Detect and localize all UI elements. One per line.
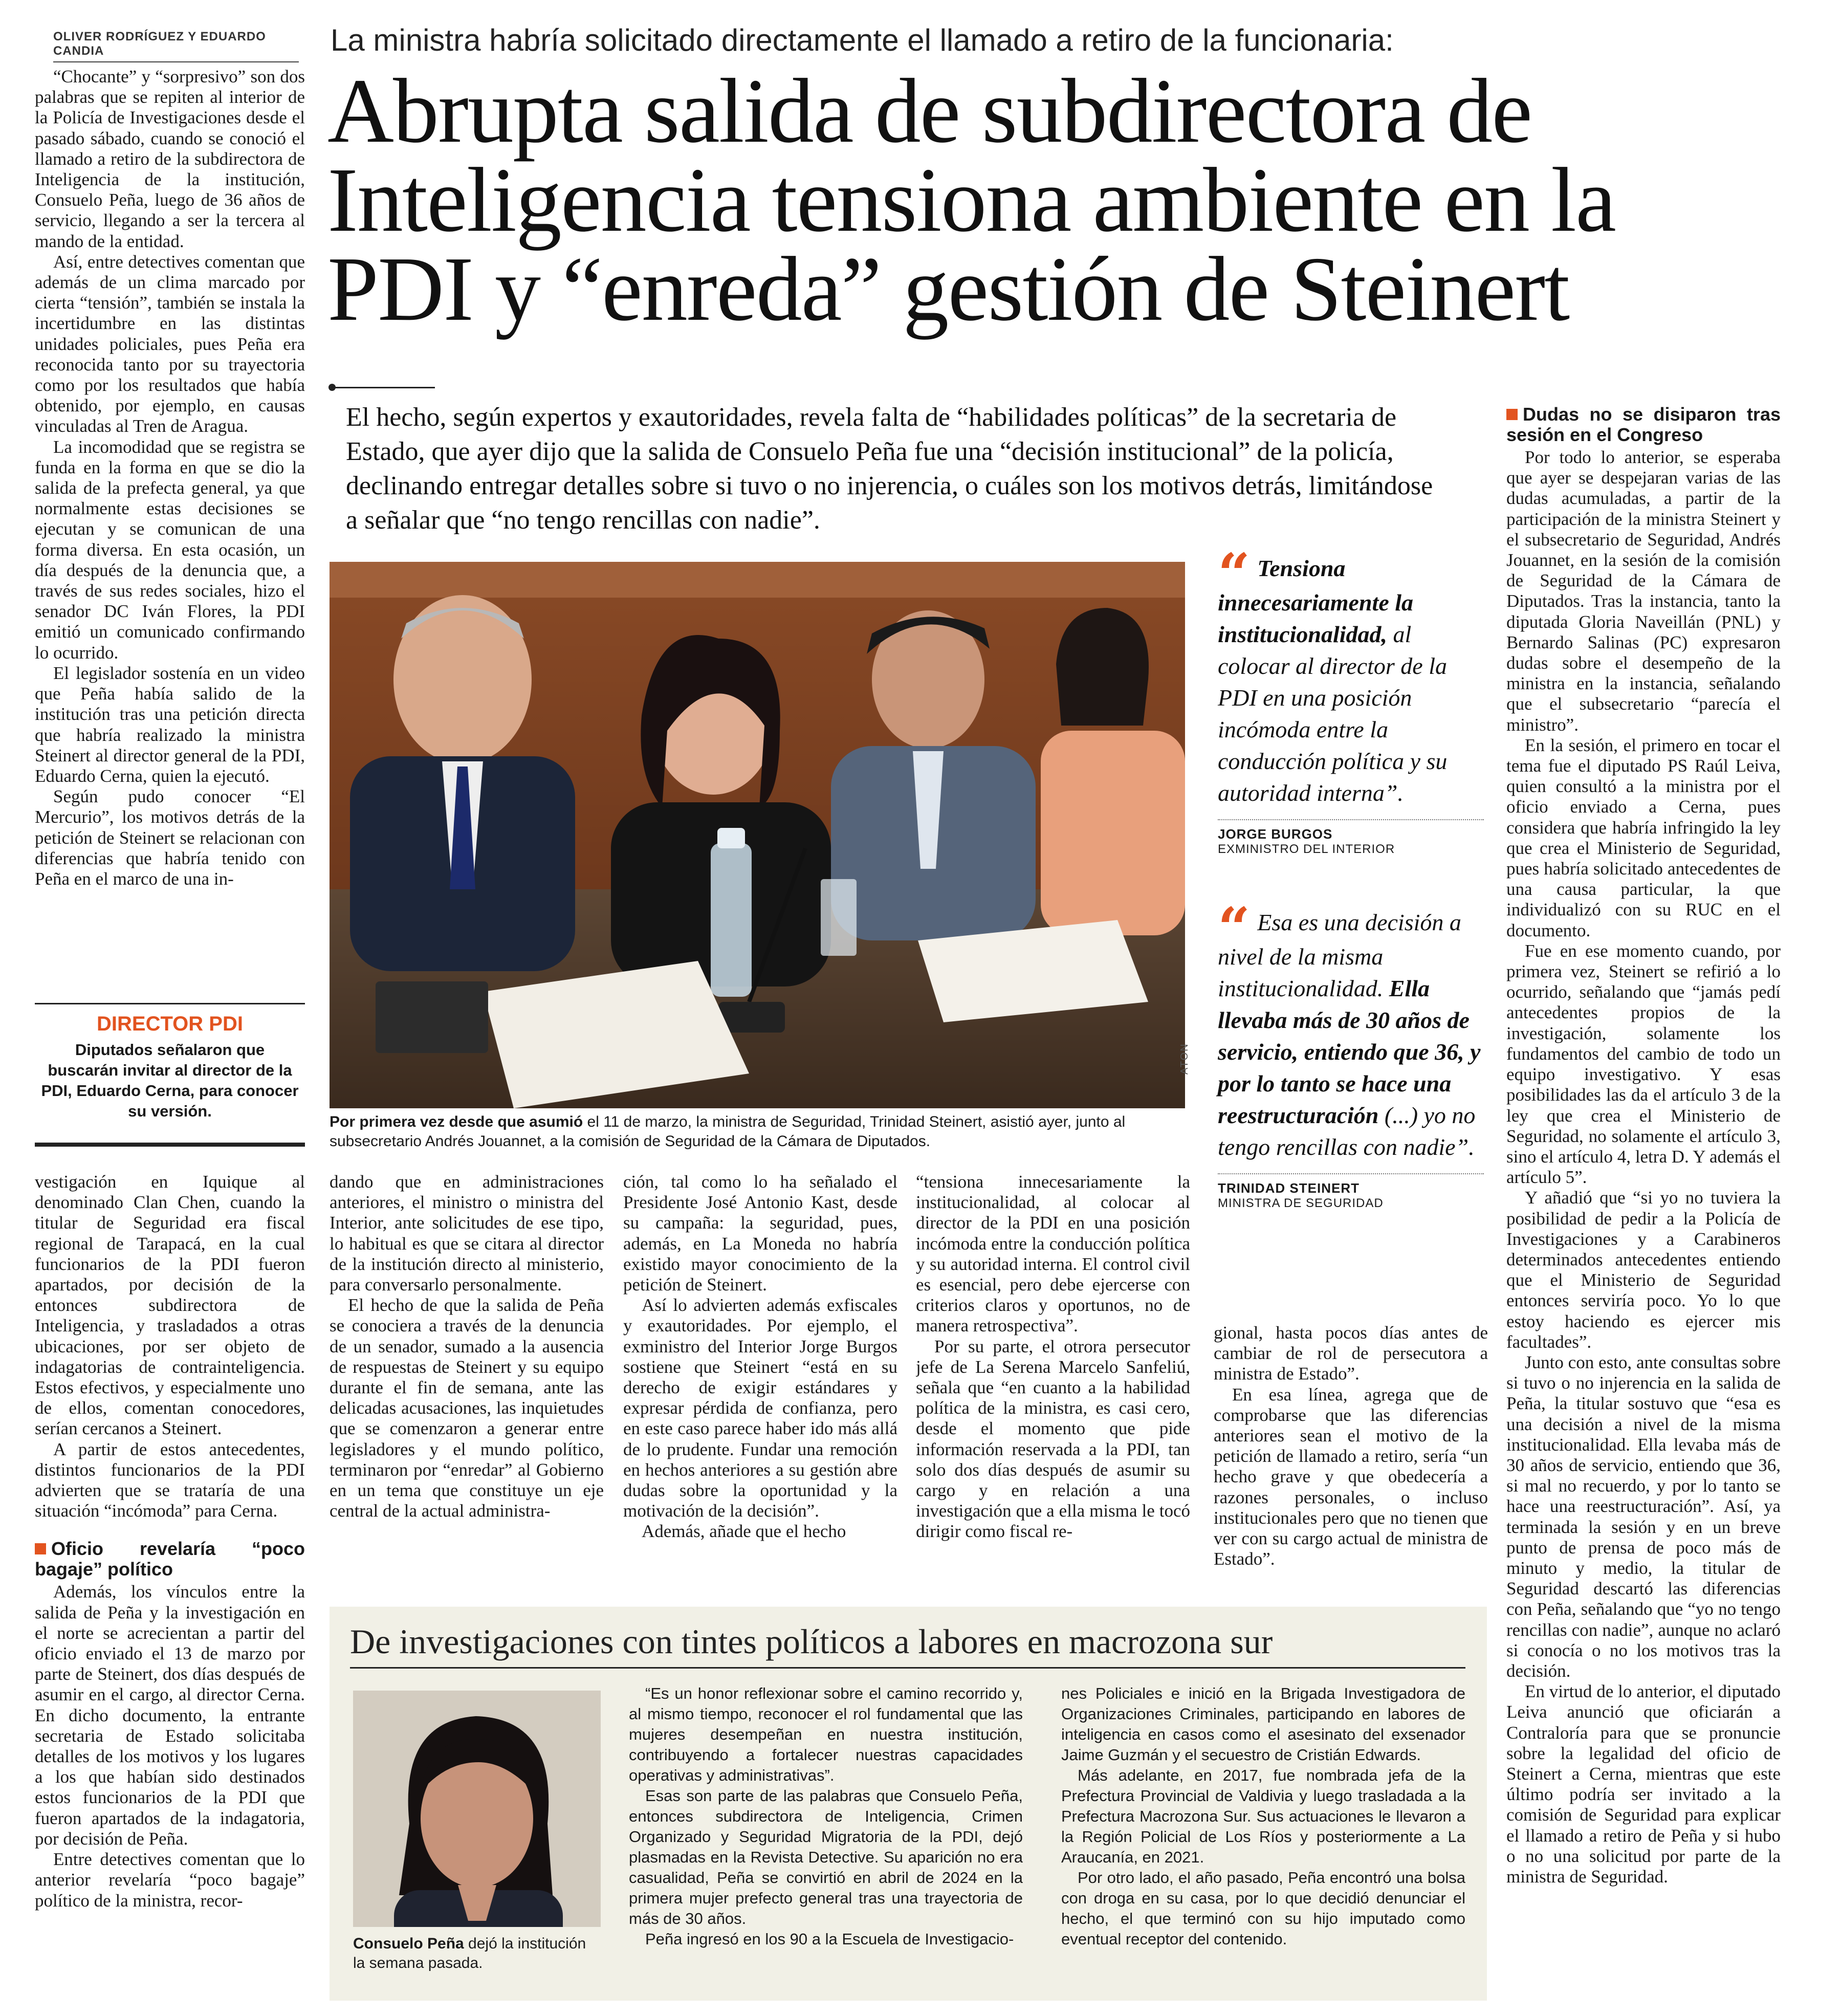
deck-dot: [328, 384, 336, 391]
paragraph: El legislador sostenía en un video que Peña había salido de la institución tras una petición directa que habría realizado la ministra Steinert al director general de la PDI, Eduardo Cerna, quien la ejecutó.: [35, 663, 305, 786]
profile-box-title: De investigaciones con tintes políticos a labores en macrozona sur: [350, 1622, 1273, 1661]
quote-text: “ Tensiona innecesariamente la institucionalidad, al colocar al director de la PDI en una posición incómoda entre la conducción política y su autoridad interna”.: [1218, 541, 1448, 806]
paragraph: dando que en administraciones anteriores, el ministro o ministra del Interior, ante solicitudes de ese tipo, lo habitual es que se citara al director de la institución directo al ministerio, para conversarlo personalmente.: [330, 1172, 604, 1295]
column-4: [916, 1172, 1190, 1599]
sidebar-text: Diputados señalaron que buscarán invitar al director de la PDI, Eduardo Cerna, para conocer su versión.: [41, 1041, 299, 1120]
subhead-dudas: Dudas no se disiparon tras sesión en el Congreso: [1506, 404, 1781, 445]
column-2: [330, 1172, 604, 1599]
subhead-oficio: Oficio revelaría “poco bagaje” político: [35, 1538, 305, 1580]
paragraph: nes Policiales e inició en la Brigada Investigadora de Organizaciones Criminales, participando en labores de inteligencia en casos como el asesinato del exsenador Jaime Guzmán y el secuestro de Cristián Edwards.: [1061, 1684, 1465, 1764]
headline: Abrupta salida de subdirectora de Inteligencia tensiona ambiente en la PDI y “enreda” gestión de Steinert: [327, 60, 1615, 340]
column-1-bottom: [35, 1172, 305, 2001]
quote-role: EXMINISTRO DEL INTERIOR: [1218, 842, 1395, 856]
pena-portrait: [353, 1691, 601, 1927]
paragraph: Por todo lo anterior, se esperaba que ayer se despejaran varias de las dudas acumuladas, a partir de la participación de la ministra Steinert y el subsecretario de Seguridad, Andrés Jouannet, en la sesión de la comisión de Seguridad de la Cámara de Diputados. Tras la instancia, tanto la diputada Gloria Naveillán (PNL) y Bernardo Salinas (PC) expresaron dudas sobre el desempeño de la ministra en la instancia, señalando que el subsecretario “parecía el ministro”.: [1506, 447, 1781, 735]
column-3: [623, 1172, 897, 1599]
photo-credit: ATON: [1179, 1043, 1190, 1075]
quote-burgos: [1218, 541, 1484, 857]
paragraph: En la sesión, el primero en tocar el tema fue el diputado PS Raúl Leiva, quien consultó a la ministra por el oficio enviado a Cerna, pues considera que habría infringido la ley que crea el Ministerio de Seguridad, pues habría solicitado antecedentes de una causa particular, la que individualizó con su RUC en el documento.: [1506, 735, 1781, 940]
pena-photo: [353, 1691, 601, 1927]
paragraph: “Es un honor reflexionar sobre el camino recorrido y, al mismo tiempo, reconocer el rol fundamental que las mujeres desempeñan en nuestra institución, contribuyendo a fortalecer nuestras capacidades operativas y administrativas”.: [629, 1684, 1023, 1784]
paragraph: Por su parte, el otrora persecutor jefe de La Serena Marcelo Sanfeliú, señala que “en cuanto a la habilidad política de la ministra, es casi cero, desde el momento que pide información reservada a la PDI, tan solo dos días después de asumir su cargo y en relación a una investigación que a ella misma le tocó dirigir como fiscal re-: [916, 1336, 1190, 1542]
main-photo: [330, 562, 1185, 1108]
sidebar-title: DIRECTOR PDI: [97, 1013, 243, 1035]
paragraph: Fue en ese momento cuando, por primera vez, Steinert se refirió a lo ocurrido, señalando que “jamás pedí antecedentes propios de la investigación, solamente los fundamentos del cambio de todo un equipo investigativo. Y esas posibilidades las da el artículo 3 de la ley que crea el Ministerio de Seguridad, no solamente el artículo 3, sino el artículo 4, letra D. Y además el artículo 5”.: [1506, 940, 1781, 1188]
square-bullet-icon: [1506, 409, 1518, 420]
pena-photo-caption: Consuelo Peña dejó la institución la semana pasada.: [353, 1935, 586, 1971]
paragraph: Entre detectives comentan que lo anterior revelaría “poco bagaje” político de la ministra, recor-: [35, 1849, 305, 1911]
square-bullet-icon: [35, 1543, 46, 1554]
paragraph: Además, los vínculos entre la salida de Peña y la investigación en el norte se acrecientan a partir del oficio enviado el 13 de marzo por parte de Steinert, dos días después de asumir en el cargo, al director Cerna. En dicho documento, la entrante secretaria de Estado solicitaba detalles de los motivos y los lugares a los que habían sido destinados estos funcionarios de la PDI que fueron apartados de la indagatoria, por decisión de Peña.: [35, 1582, 305, 1849]
kicker: La ministra habría solicitado directamente el llamado a retiro de la funcionaria:: [331, 23, 1394, 57]
quote-attribution: [1218, 819, 1484, 857]
photo-illustration: [330, 562, 1185, 1108]
quote-text: “ Esa es una decisión a nivel de la misma institucionalidad. Ella llevaba más de 30 años de servicio, entiendo que 36, y por lo tanto se hace una reestructuración (...) yo no tengo rencillas con nadie”.: [1218, 895, 1481, 1160]
paragraph: Y añadió que “si yo no tuviera la posibilidad de pedir a la Policía de Investigaciones y a Carabineros determinados antecedentes entiendo que el Ministerio de Seguridad entonces serviría poco. Yo lo que estoy haciendo es ejercer mis facultades”.: [1506, 1188, 1781, 1352]
paragraph: Según pudo conocer “El Mercurio”, los motivos detrás de la petición de Steinert se relacionan con diferencias que habría tenido con Peña en el marco de una in-: [35, 786, 305, 889]
deck: El hecho, según expertos y exautoridades, revela falta de “habilidades políticas” de la secretaria de Estado, que ayer dijo que la salida de Consuelo Peña fue una “decisión institucional” de la policía, declinando entregar detalles sobre si tuvo o no injerencia, o cuáles son los motivos detrás, limitándose a señalar que “no tengo rencillas con nadie”.: [346, 403, 1433, 535]
byline: OLIVER RODRÍGUEZ Y EDUARDO CANDIA: [53, 30, 299, 62]
paragraph: Más adelante, en 2017, fue nombrada jefa de la Prefectura Provincial de Valdivia y luego trasladada a la Prefectura Macrozona Sur. Sus actuaciones le llevaron a la Región Policial de Los Ríos y posteriormente a La Araucanía, en 2021.: [1061, 1766, 1465, 1866]
column-right: [1506, 404, 1781, 2001]
paragraph: “Chocante” y “sorpresivo” son dos palabras que se repiten al interior de la Policía de Investigaciones desde el pasado sábado, cuando se conoció el llamado a retiro de la subdirectora de Inteligencia de la institución, Consuelo Peña, luego de 36 años de servicio, llegando a ser la tercera al mando de la entidad.: [35, 67, 305, 251]
paragraph: En virtud de lo anterior, el diputado Leiva anunció que oficiarán a Contraloría para que se pronuncie sobre la legalidad del oficio de Steinert a Cerna, mientras que este último podría ser invitado a la comisión de Seguridad para explicar el llamado a retiro de Peña y si hubo o no una solicitud por parte de la ministra de Seguridad.: [1506, 1681, 1781, 1887]
paragraph: gional, hasta pocos días antes de cambiar de rol de persecutora a ministra de Estado”.: [1214, 1323, 1488, 1384]
deck-rule: [333, 387, 435, 388]
paragraph: ción, tal como lo ha señalado el Presidente José Antonio Kast, desde su campaña: la seguridad, pues, además, en La Moneda no habría existido mayor conocimiento de la petición de Steinert.: [623, 1172, 897, 1295]
quote-steinert: [1218, 895, 1484, 1211]
photo-caption: Por primera vez desde que asumió el 11 de marzo, la ministra de Seguridad, Trinidad Steinert, asistió ayer, junto al subsecretario Andrés Jouannet, a la comisión de Seguridad de la Cámara de Diputados.: [330, 1113, 1126, 1150]
quote-attribution: [1218, 1173, 1484, 1211]
quote-author: TRINIDAD STEINERT: [1218, 1180, 1360, 1196]
paragraph: Peña ingresó en los 90 a la Escuela de Investigacio-: [645, 1930, 1014, 1948]
profile-col-1: [629, 1683, 1023, 1996]
quote-mark-icon: “: [1218, 895, 1251, 961]
paragraph: Esas son parte de las palabras que Consuelo Peña, entonces subdirectora de Inteligencia, Crimen Organizado y Seguridad Migratoria de la PDI, dejó plasmadas en la Revista Detective. Su aparición no era casualidad, Peña se convirtió en abril de 2024 en la primera mujer prefecto general tras una trayectoria de más de 30 años.: [629, 1787, 1023, 1927]
quote-role: MINISTRA DE SEGURIDAD: [1218, 1196, 1384, 1210]
paragraph: A partir de estos antecedentes, distintos funcionarios de la PDI advierten que se trataría de una situación “incómoda” para Cerna.: [35, 1439, 305, 1521]
paragraph: “tensiona innecesariamente la institucionalidad, al colocar al director de la PDI en una posición incómoda entre la conducción política y su autoridad interna. El control civil es esencial, pero debe ejercerse con criterios claros y oportunos, no de manera retrospectiva”.: [916, 1172, 1190, 1336]
column-1-top: [35, 67, 305, 977]
paragraph: Junto con esto, ante consultas sobre si tuvo o no injerencia en la salida de Peña, la titular sostuvo que “esa es una decisión a nivel de la misma institucionalidad. Ella levaba más de 30 años de servicio, entiendo que 36, si mal no recuerdo, y por lo tanto se hace una reestructuración”. Así, ya terminada la sesión y en un breve punto de prensa de poco más de minuto y medio, la titular de Seguridad descartó las diferencias con Peña, señalando que “yo no tengo rencillas con nadie”, aunque no aclaró si conocía o no los motivos tras la decisión.: [1506, 1352, 1781, 1681]
column-5-bottom: [1214, 1323, 1488, 1599]
paragraph: En esa línea, agrega que de comprobarse que las diferencias anteriores sean el motivo de la petición de llamado a retiro, sería “un hecho grave y que obedecería a razones personales, o incluso institucionales pero que no tienen que ver con su cargo actual de ministra de Estado”.: [1214, 1384, 1488, 1569]
sidebar-director: [35, 1003, 305, 1147]
profile-col-2: [1061, 1683, 1465, 1996]
quote-mark-icon: “: [1218, 541, 1251, 607]
paragraph: Por otro lado, el año pasado, Peña encontró una bolsa con droga en su casa, por lo que decidió denunciar el hecho, el que terminó con su hijo imputado como eventual receptor del contenido.: [1061, 1869, 1465, 1948]
paragraph: Así, entre detectives comentan que además de un clima marcado por cierta “tensión”, también se instala la incertidumbre en las distintas unidades policiales, pues Peña era reconocida tanto por su trayectoria como por los resultados que había obtenido, por ejemplo, en causas vinculadas al Tren de Aragua.: [35, 251, 305, 436]
paragraph: Así lo advierten además exfiscales y exautoridades. Por ejemplo, el exministro del Interior Jorge Burgos sostiene que Steinert “está en su derecho de exigir estándares y expresar pérdida de confianza, pero en este caso parece haber ido más allá de lo prudente. Fundar una remoción en hechos anteriores a su gestión abre dudas sobre la oportunidad y la motivación de la decisión”.: [623, 1295, 897, 1521]
paragraph: La incomodidad que se registra se funda en la forma en que se dio la salida de la prefecta general, ya que normalmente estas decisiones se ejecutan y se comunican de una forma diversa. En esta ocasión, un día después de la denuncia que, a través de sus redes sociales, hizo el senador DC Iván Flores, la PDI emitió un comunicado confirmando lo ocurrido.: [35, 436, 305, 663]
profile-box: [330, 1607, 1487, 2001]
paragraph: vestigación en Iquique al denominado Clan Chen, cuando la titular de Seguridad era fiscal regional de Tarapacá, en la cual funcionarios de la PDI fueron apartados, por decisión de la entonces subdirectora de Inteligencia, y trasladados a otras ubicaciones, por ser objeto de indagatorias de contrainteligencia. Estos efectivos, y especialmente uno de ellos, comentan conocedores, serían cercanos a Steinert.: [35, 1172, 305, 1439]
paragraph: El hecho de que la salida de Peña se conociera a través de la denuncia de un senador, sumado a la ausencia de respuestas de Steinert y su equipo durante el fin de semana, ante las delicadas acusaciones, las inquietudes que se comenzaron a generar entre legisladores y el mundo político, terminaron por “enredar” al Gobierno en un tema que constituye un eje central de la actual administra-: [330, 1295, 604, 1521]
paragraph: Además, añade que el hecho: [642, 1521, 846, 1542]
quote-author: JORGE BURGOS: [1218, 826, 1333, 842]
profile-title-rule: [350, 1667, 1465, 1669]
